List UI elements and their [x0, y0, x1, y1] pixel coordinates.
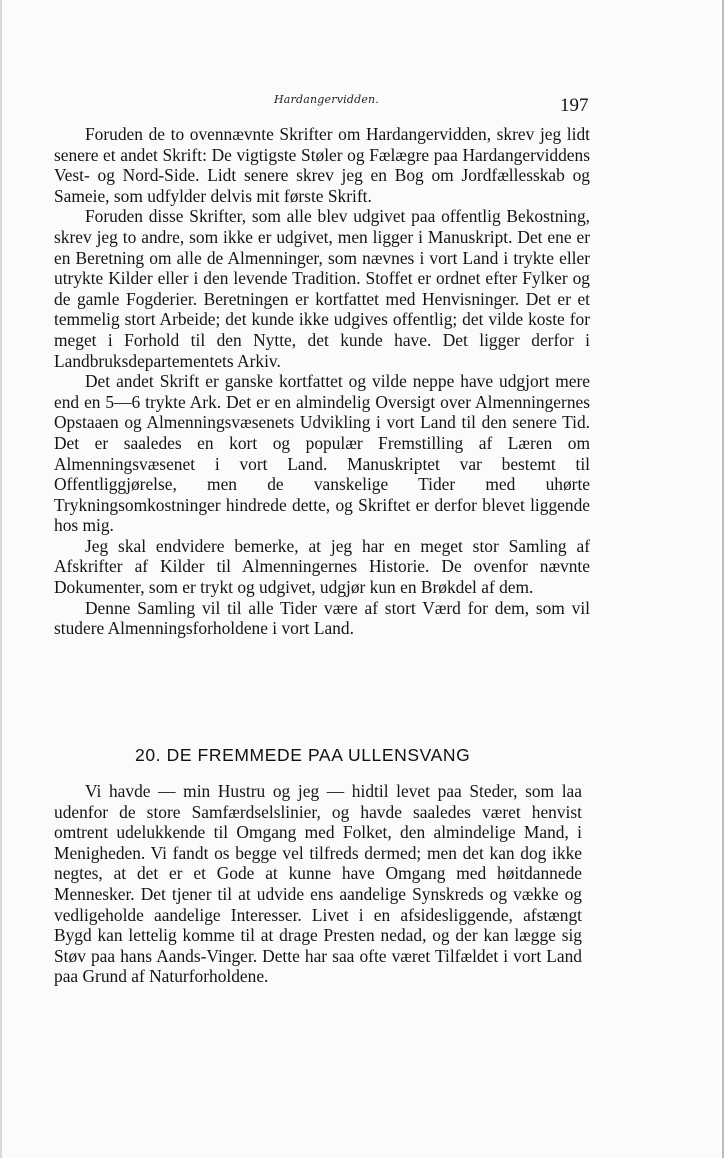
- paragraph: Foruden de to ovennævnte Skrifter om Hardangervidden, skrev jeg lidt senere et andet Skrift: De vigtigste Støler og Fælægre paa Hardangerviddens Vest- og Nord-Side. Lidt senere skrev jeg en Bog om Jordfællesskab og Sameie, som udfylder delvis mit første Skrift.: [54, 124, 590, 206]
- paragraph: Det andet Skrift er ganske kortfattet og vilde neppe have udgjort mere end en 5—6 trykte Ark. Det er en almindelig Oversigt over Almenningernes Opstaaen og Almenningsvæsenets Udvikling i vort Land til den senere Tid. Det er saaledes en kort og populær Fremstilling af Læren om Almenningsvæsenet i vort Land. Manuskriptet var bestemt til Offentliggjørelse, men de vanskelige Tider med uhørte Trykningsomkostninger hindrede dette, og Skriftet er derfor blevet liggende hos mig.: [54, 371, 590, 536]
- running-title: Hardangervidden.: [274, 93, 380, 106]
- page-number: 197: [560, 95, 589, 116]
- paragraph: Foruden disse Skrifter, som alle blev udgivet paa offentlig Bekostning, skrev jeg to andre, som ikke er udgivet, men ligger i Manuskript. Det ene er en Beretning om alle de Almenninger, som nævnes i vort Land i trykte eller utrykte Kilder eller i den levende Tradition. Stoffet er ordnet efter Fylker og de gamle Fogderier. Beretningen er kortfattet med Henvisninger. Det er et temmelig stort Arbeide; det kunde ikke udgives offentlig; det vilde koste for meget i Forhold til den Nytte, det kunde have. Det ligger derfor i Landbruksdepartementets Arkiv.: [54, 206, 590, 371]
- paragraph: Vi havde — min Hustru og jeg — hidtil levet paa Steder, som laa udenfor de store Samfærdselslinier, og havde saaledes været henvist omtrent udelukkende til Omgang med Folket, den almindelige Mand, i Menigheden. Vi fandt os begge vel tilfreds dermed; men det kan dog ikke negtes, at det er et Gode at kunne have Omgang med høitdannede Mennesker. Det tjener til at udvide ens aandelige Synskreds og vække og vedligeholde aandelige Interesser. Livet i en afsidesliggende, afstængt Bygd kan lettelig komme til at drage Presten nedad, og der kan lægge sig Støv paa hans Aands-Vinger. Dette har saa ofte været Tilfældet i vort Land paa Grund af Naturforholdene.: [54, 781, 582, 987]
- chapter-heading: 20. DE FREMMEDE PAA ULLENSVANG: [135, 745, 471, 765]
- paragraph: Denne Samling vil til alle Tider være af stort Værd for dem, som vil studere Almenningsforholdene i vort Land.: [54, 597, 590, 639]
- paragraph: Jeg skal endvidere bemerke, at jeg har en meget stor Samling af Afskrifter af Kilder til Almenningernes Historie. De ovenfor nævnte Dokumenter, som er trykt og udgivet, udgjør kun en Brøkdel af dem.: [54, 535, 590, 598]
- chapter-text: [54, 781, 582, 987]
- body-text: [54, 124, 590, 639]
